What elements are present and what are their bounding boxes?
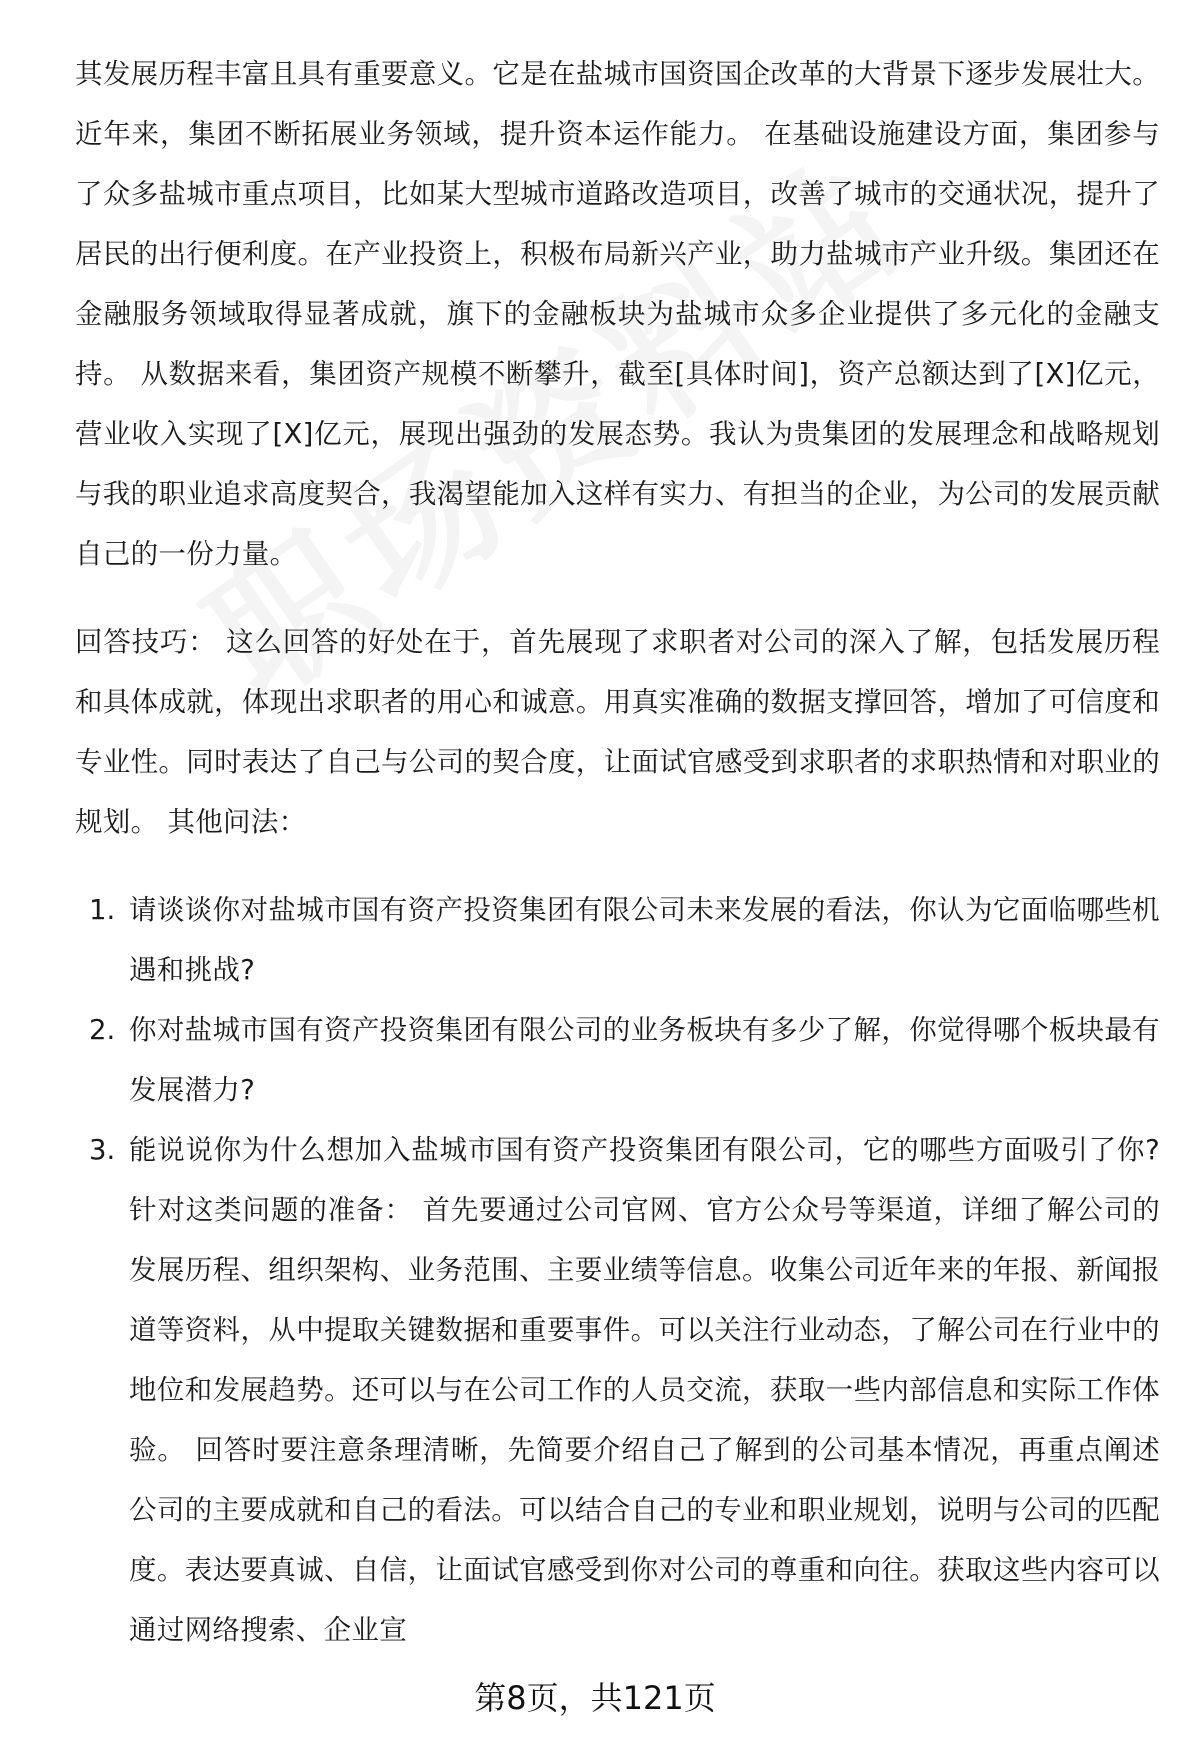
list-item — [75, 1120, 1160, 1660]
intro-paragraph: 其发展历程丰富且具有重要意义。它是在盐城市国资国企改革的大背景下逐步发展壮大。近年来，集团不断拓展业务领域，提升资本运作能力。 在基础设施建设方面，集团参与了众多盐城市重点项目，比如某大型城市道路改造项目，改善了城市的交通状况，提升了居民的出行便利度。在产业投资上，积极布局新兴产业，助力盐城市产业升级。集团还在金融服务领域取得显著成就，旗下的金融板块为盐城市众多企业提供了多元化的金融支持。 从数据来看，集团资产规模不断攀升，截至[具体时间]，资产总额达到了[X]亿元，营业收入实现了[X]亿元，展现出强劲的发展态势。我认为贵集团的发展理念和战略规划与我的职业追求高度契合，我渴望能加入这样有实力、有担当的企业，为公司的发展贡献自己的一份力量。 — [75, 58, 1160, 570]
list-item-text: 能说说你为什么想加入盐城市国有资产投资集团有限公司，它的哪些方面吸引了你? 针对这类问题的准备： 首先要通过公司官网、官方公众号等渠道，详细了解公司的发展历程、组织架构、业务范围、主要业绩等信息。收集公司近年来的年报、新闻报道等资料，从中提取关键数据和重要事件。可以关注行业动态，了解公司在行业中的地位和发展趋势。还可以与在公司工作的人员交流，获取一些内部信息和实际工作体验。 回答时要注意条理清晰，先简要介绍自己了解到的公司基本情况，再重点阐述公司的主要成就和自己的看法。可以结合自己的专业和职业规划，说明与公司的匹配度。表达要真诚、自信，让面试官感受到你对公司的尊重和向往。获取这些内容可以通过网络搜索、企业宣 — [129, 1134, 1160, 1646]
list-item — [75, 880, 1160, 1000]
page-content — [75, 44, 1160, 1660]
list-item-number: 1. — [89, 894, 116, 926]
page-number-footer: 第8页，共121页 — [474, 1679, 716, 1717]
list-item — [75, 1000, 1160, 1120]
paragraph-gap — [75, 852, 1160, 880]
list-item-number: 2. — [89, 1014, 116, 1046]
alternative-questions-list — [75, 880, 1160, 1660]
tips-paragraph: 回答技巧： 这么回答的好处在于，首先展现了求职者对公司的深入了解，包括发展历程和具体成就，体现出求职者的用心和诚意。用真实准确的数据支撑回答，增加了可信度和专业性。同时表达了自己与公司的契合度，让面试官感受到求职者的求职热情和对职业的规划。 其他问法： — [75, 626, 1160, 838]
list-item-text: 你对盐城市国有资产投资集团有限公司的业务板块有多少了解，你觉得哪个板块最有发展潜力? — [129, 1014, 1160, 1106]
list-item-text: 请谈谈你对盐城市国有资产投资集团有限公司未来发展的看法，你认为它面临哪些机遇和挑战? — [129, 894, 1160, 986]
paragraph-gap — [75, 584, 1160, 612]
list-item-number: 3. — [89, 1134, 116, 1166]
